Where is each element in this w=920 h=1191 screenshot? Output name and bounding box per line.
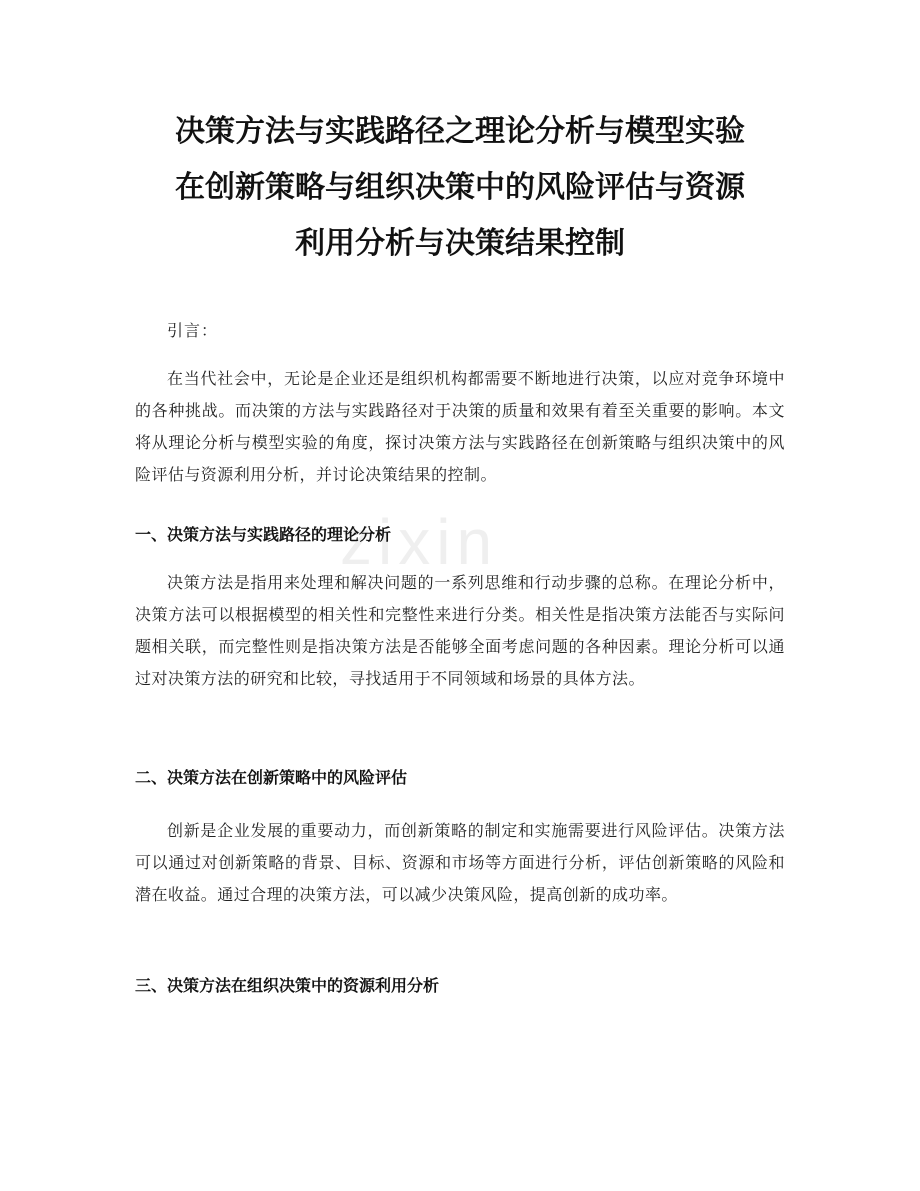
section-heading-2: 二、决策方法在创新策略中的风险评估: [135, 768, 408, 787]
title-line-3: 利用分析与决策结果控制: [295, 226, 625, 261]
section-heading-1: 一、决策方法与实践路径的理论分析: [135, 525, 392, 544]
watermark: zixin: [340, 506, 499, 578]
intro-paragraph: 在当代社会中，无论是企业还是组织机构都需要不断地进行决策，以应对竞争环境中的各种挑战。而决策的方法与实践路径对于决策的质量和效果有着至关重要的影响。本文将从理论分析与模型实验的角度，探讨决策方法与实践路径在创新策略与组织决策中的风险评估与资源利用分析，并讨论决策结果的控制。: [135, 369, 785, 484]
document-title: [100, 104, 820, 272]
section-paragraph-1: 决策方法是指用来处理和解决问题的一系列思维和行动步骤的总称。在理论分析中，决策方法可以根据模型的相关性和完整性来进行分类。相关性是指决策方法能否与实际问题相关联，而完整性则是指决策方法是否能够全面考虑问题的各种因素。理论分析可以通过对决策方法的研究和比较，寻找适用于不同领域和场景的具体方法。: [135, 573, 785, 688]
section-paragraph-2: 创新是企业发展的重要动力，而创新策略的制定和实施需要进行风险评估。决策方法可以通过对创新策略的背景、目标、资源和市场等方面进行分析，评估创新策略的风险和潜在收益。通过合理的决策方法，可以减少决策风险，提高创新的成功率。: [135, 821, 785, 904]
section-heading-3: 三、决策方法在组织决策中的资源利用分析: [135, 976, 440, 995]
title-line-2: 在创新策略与组织决策中的风险评估与资源: [175, 170, 745, 205]
intro-label: 引言：: [167, 321, 219, 340]
title-line-1: 决策方法与实践路径之理论分析与模型实验: [175, 114, 745, 149]
